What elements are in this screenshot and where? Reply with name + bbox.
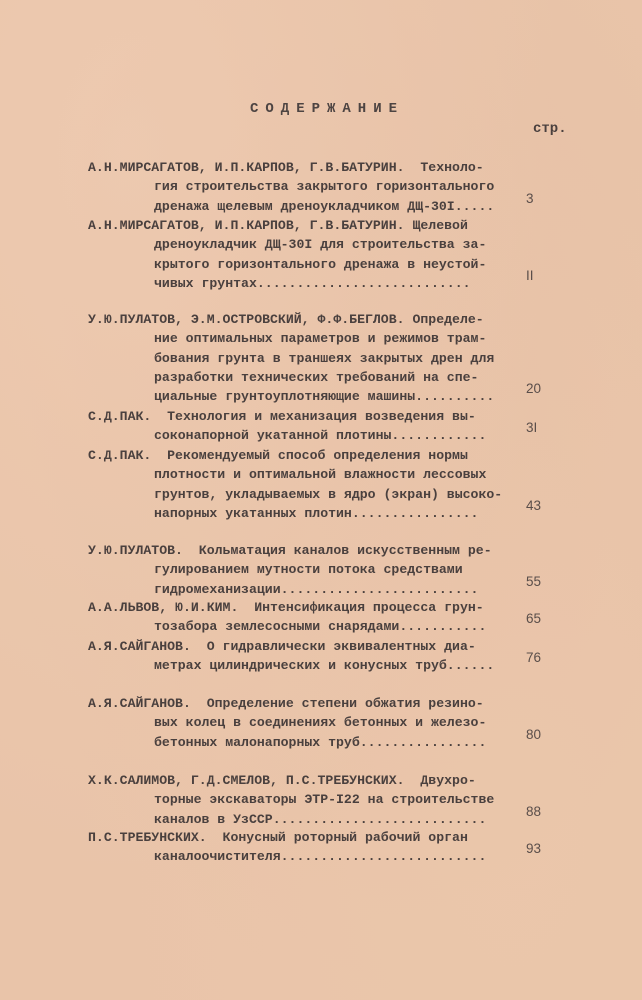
toc-entry-title-line: циальные грунтоуплотняющие машины.......... [154, 389, 495, 405]
toc-entry [88, 446, 608, 523]
toc-entry-title-line: вых колец в соединениях бетонных и железо- [154, 715, 487, 731]
toc-entry-title-line: напорных укатанных плотин................ [154, 505, 479, 521]
toc-entry-title-line: метрах цилиндрических и конусных труб...... [154, 658, 495, 674]
pages-column-label: стр. [533, 121, 567, 137]
toc-entry-page-number: 93 [526, 841, 542, 857]
toc-entry-authors-line: А.А.ЛЬВОВ, Ю.И.КИМ. Интенсификация процесса грун- [88, 600, 484, 615]
toc-entry-title-line: тозабора землесосными снарядами........... [154, 619, 487, 635]
toc-entry-authors-line: П.С.ТРЕБУНСКИХ. Конусный роторный рабочий орган [88, 830, 468, 845]
toc-entry-title-line: дренажа щелевым дреноукладчиком ДЩ-30I..... [154, 198, 495, 214]
toc-entry-page-number: 43 [526, 497, 542, 513]
toc-entry-authors-line: С.Д.ПАК. Рекомендуемый способ определения нормы [88, 448, 468, 463]
toc-entry-page-number: 80 [526, 726, 542, 742]
page-title: СОДЕРЖАНИЕ [249, 101, 404, 117]
toc-entry-title-line: ние оптимальных параметров и режимов трам- [154, 331, 487, 347]
toc-entry-authors-line: А.Я.САЙГАНОВ. Определение степени обжатия резино- [88, 696, 484, 711]
toc-entry-page-number: II [526, 267, 534, 283]
toc-entry-title-line: грунтов, укладываемых в ядро (экран) высоко- [154, 486, 503, 502]
toc-entry-title-line: чивых грунтах........................... [154, 275, 471, 291]
toc-entry [88, 216, 608, 293]
toc-entry-page-number: 3I [526, 420, 538, 436]
toc-entry-title-line: гулированием мутности потока средствами [154, 562, 463, 578]
toc-entry-authors-line: Х.К.САЛИМОВ, Г.Д.СМЕЛОВ, П.С.ТРЕБУНСКИХ. Двухро- [88, 773, 476, 788]
toc-entry-page-number: 65 [526, 611, 542, 627]
toc-entry-page-number: 20 [526, 381, 542, 397]
toc-entry-page-number: 76 [526, 650, 542, 666]
toc-entry-authors-line: У.Ю.ПУЛАТОВ, Э.М.ОСТРОВСКИЙ, Ф.Ф.БЕГЛОВ. Определе- [88, 312, 484, 327]
toc-entry-title-line: разработки технических требований на спе- [154, 369, 479, 385]
toc-entry [88, 828, 608, 867]
toc-entry-title-line: дреноукладчик ДЩ-30I для строительства за- [154, 237, 487, 253]
toc-entry-title-line: торные экскаваторы ЭТР-I22 на строительстве [154, 792, 495, 808]
toc-entry-title-line: бетонных малонапорных труб................ [154, 734, 487, 750]
toc-entry-page-number: 55 [526, 573, 542, 589]
toc-entry-authors-line: А.Н.МИРСАГАТОВ, И.П.КАРПОВ, Г.В.БАТУРИН. Техноло- [88, 160, 484, 175]
toc-entry [88, 637, 608, 676]
toc-entry-page-number: 3 [526, 190, 534, 206]
toc-entry [88, 310, 608, 406]
toc-entry [88, 771, 608, 829]
toc-entry [88, 407, 608, 446]
toc-entry-page-number: 88 [526, 803, 542, 819]
toc-entry-title-line: гия строительства закрытого горизонтального [154, 179, 495, 195]
toc-entry [88, 541, 608, 599]
toc-entry-title-line: крытого горизонтального дренажа в неустой- [154, 256, 487, 272]
toc-entry-authors-line: У.Ю.ПУЛАТОВ. Кольматация каналов искусственным ре- [88, 543, 492, 558]
toc-entry-authors-line: С.Д.ПАК. Технология и механизация возведения вы- [88, 409, 476, 424]
toc-entry [88, 158, 608, 216]
toc-entry-title-line: соконапорной укатанной плотины............ [154, 428, 487, 444]
toc-entry-title-line: каналоочистителя.......................... [154, 849, 487, 865]
toc-entry-title-line: плотности и оптимальной влажности лессовых [154, 467, 487, 483]
toc-entry-authors-line: А.Я.САЙГАНОВ. О гидравлически эквивалентных диа- [88, 639, 476, 654]
toc-entry-title-line: бования грунта в траншеях закрытых дрен для [154, 350, 495, 366]
toc-entry-title-line: каналов в УзССР........................... [154, 811, 487, 827]
toc-entry [88, 694, 608, 752]
toc-entry [88, 598, 608, 637]
toc-entry-title-line: гидромеханизации......................... [154, 581, 479, 597]
toc-entry-authors-line: А.Н.МИРСАГАТОВ, И.П.КАРПОВ, Г.В.БАТУРИН. Щелевой [88, 218, 468, 233]
